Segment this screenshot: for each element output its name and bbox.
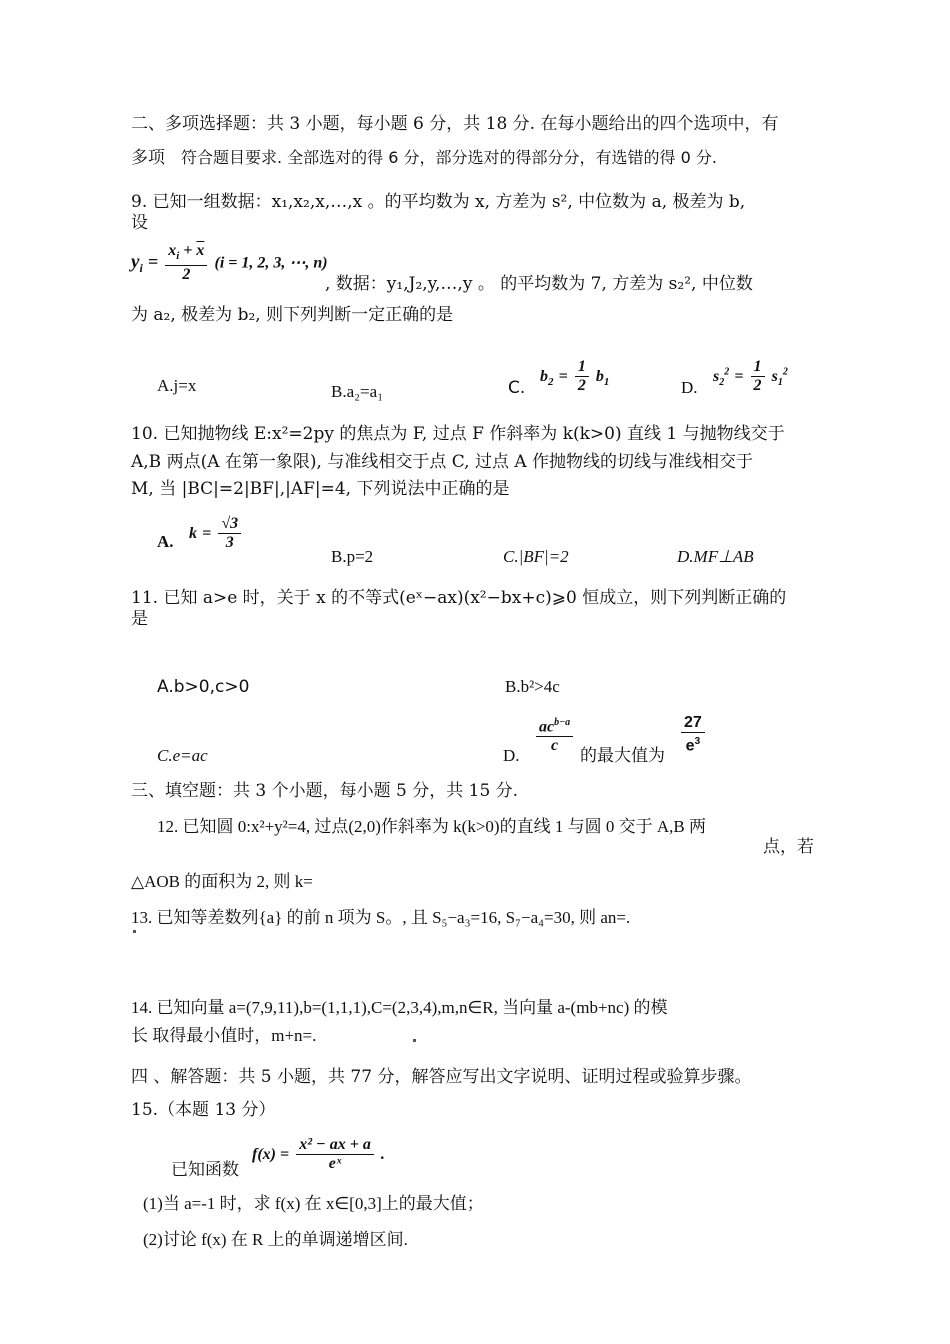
q11-option-b[interactable]: B.b²>4c xyxy=(505,677,560,696)
section-2-instructions-line2a: 多项 xyxy=(131,148,165,168)
stray-mark xyxy=(133,930,136,933)
q11-option-c[interactable]: C.e=ac xyxy=(157,746,208,765)
q10-line1: 10. 已知抛物线 E:x²=2py 的焦点为 F, 过点 F 作斜率为 k(k>0) 直线 1 与抛物线交于 xyxy=(131,424,785,444)
q9-option-c-label[interactable]: C. xyxy=(508,378,526,398)
q10-option-a-label[interactable]: A. xyxy=(157,532,174,551)
q9-line3: , 数据：y₁,J₂,y,…,y 。 的平均数为 7, 方差为 s₂², 中位数 xyxy=(325,274,753,294)
q9-option-a[interactable]: A.j=x xyxy=(157,376,197,395)
q10-option-a-math: k = $\frac{√3}{3}$ xyxy=(189,515,243,552)
q9-formula-y: $y_i$ = $\frac{x_i + \overline{x}}{2}$ (i = 1, 2, 3, ⋯, n) xyxy=(131,242,328,284)
q9-option-d-label[interactable]: D. xyxy=(681,378,698,397)
q9-option-b[interactable]: B.a₂=a₁ xyxy=(331,382,384,401)
q14-line2: 长 取得最小值时，m+n=. xyxy=(131,1026,317,1045)
q11-option-a[interactable]: A.b>0,c>0 xyxy=(157,677,250,697)
q11-line2: 是 xyxy=(131,609,148,629)
q10-option-b[interactable]: B.p=2 xyxy=(331,547,374,566)
q10-option-c[interactable]: C.|BF|=2 xyxy=(503,547,569,566)
q15-intro: 已知函数 xyxy=(171,1160,239,1180)
q11-line1: 11. 已知 a>e 时，关于 x 的不等式(eˣ−ax)(x²−bx+c)⩾0 恒成立，则下列判断正确的 xyxy=(131,588,787,608)
section-2-instructions-line1: 二、多项选择题：共 3 小题，每小题 6 分，共 18 分. 在每小题给出的四个选项中，有 xyxy=(131,114,779,134)
q15-part1: (1)当 a=-1 时，求 f(x) 在 x∈[0,3]上的最大值； xyxy=(143,1194,484,1213)
q10-option-d[interactable]: D.MF⊥AB xyxy=(677,547,754,566)
q11-option-d-math: $\frac{ac^{b-a}}{c}$ xyxy=(534,714,575,755)
q10-line2: A,B 两点(A 在第一象限), 与准线相交于点 C, 过点 A 作抛物线的切线与准线相交于 xyxy=(131,452,754,472)
q11-option-d-value: $\frac{27}{e^3}$ xyxy=(679,714,707,755)
q11-option-d-label[interactable]: D. xyxy=(503,746,520,765)
section-3-title: 三、填空题：共 3 个小题，每小题 5 分，共 15 分. xyxy=(131,781,519,801)
q15-title: 15.（本题 13 分） xyxy=(131,1100,276,1120)
q14-line1: 14. 已知向量 a=(7,9,11),b=(1,1,1),C=(2,3,4),m,n∈R, 当向量 a-(mb+nc) 的模 xyxy=(131,998,668,1017)
q15-function-formula: f(x) = $\frac{\text{x² − ax + a}}{\text{eˣ}}$ . xyxy=(252,1136,385,1172)
q9-option-c-math: $b_2$ = $\frac{1}{2}$ $b_1$ xyxy=(540,358,610,394)
q11-option-d-text: 的最大值为 xyxy=(580,746,665,766)
q12-line1: 12. 已知圆 0:x²+y²=4, 过点(2,0)作斜率为 k(k>0)的直线 1 与圆 0 交于 A,B 两 xyxy=(157,817,706,836)
q9-line1: 9. 已知一组数据：x₁,x₂,x,…,x 。的平均数为 x, 方差为 s², 中位数为 a, 极差为 b, xyxy=(131,192,746,212)
q9-line2: 设 xyxy=(131,213,148,233)
q15-part2: (2)讨论 f(x) 在 R 上的单调递增区间. xyxy=(143,1230,408,1249)
section-2-instructions-line2b: 符合题目要求. 全部选对的得 6 分，部分选对的得部分分，有选错的得 0 分. xyxy=(181,148,717,167)
q10-line3: M, 当 |BC|=2|BF|,|AF|=4, 下列说法中正确的是 xyxy=(131,479,510,499)
q12-line2: △AOB 的面积为 2, 则 k= xyxy=(131,872,313,891)
q9-option-d-math: $s_2^2$ = $\frac{1}{2}$ $s_1^2$ xyxy=(713,358,788,394)
q13-line1: 13. 已知等差数列{a} 的前 n 项为 S。, 且 S₅−a₃=16, S₇−a₄=30, 则 an=. xyxy=(131,908,631,927)
q9-line4: 为 a₂, 极差为 b₂, 则下列判断一定正确的是 xyxy=(131,305,454,325)
section-4-title: 四 、解答题：共 5 小题，共 77 分，解答应写出文字说明、证明过程或验算步骤。 xyxy=(131,1067,752,1087)
stray-mark xyxy=(413,1039,416,1042)
q12-line1b: 点，若 xyxy=(763,837,814,856)
